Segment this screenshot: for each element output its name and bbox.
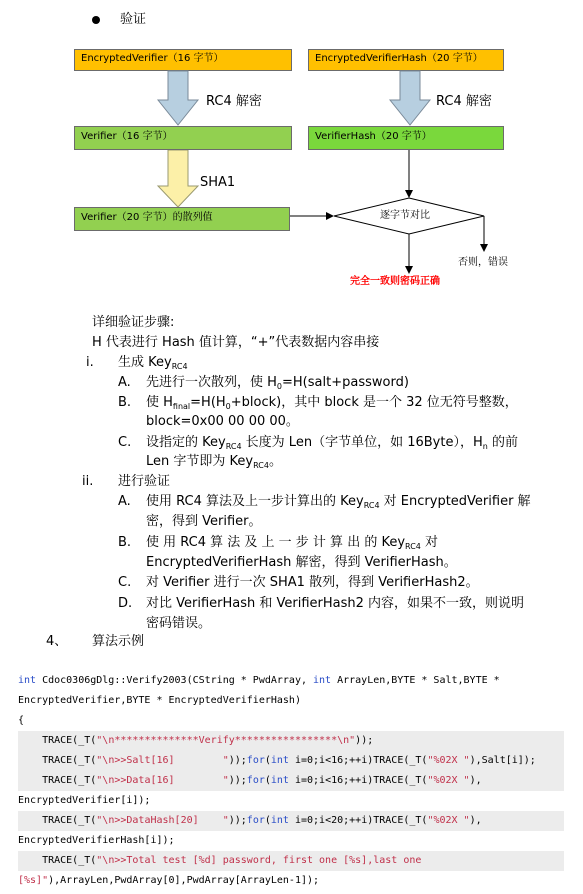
code-keyword: for [246, 755, 265, 766]
code-keyword: for [246, 775, 265, 786]
step-i-b-line2: block=0x00 00 00 00。 [146, 414, 299, 429]
code-string: "\n>>DataHash[20] " [96, 815, 229, 826]
step-i-c-post: 的前 [487, 435, 518, 450]
step-i-b-sub2: 0 [225, 402, 231, 411]
step-ii-a-marker: A. [118, 494, 131, 509]
code-line [18, 831, 564, 851]
step-ii-a-pre: 使用 RC4 算法及上一步计算出的 Key [146, 494, 364, 509]
encrypted-verifier-box: EncryptedVerifier（16 字节） [74, 49, 292, 71]
code-text: TRACE(_T( [18, 815, 97, 826]
code-text: { [18, 715, 25, 726]
code-text: TRACE(_T( [18, 855, 97, 866]
step-ii-d-text: 对比 VerifierHash 和 VerifierHash2 内容，如果不一致，则说明 [146, 596, 525, 611]
step-i-c-sub2: n [482, 442, 488, 451]
code-keyword: int [313, 675, 332, 686]
rc4-arrow-left [158, 71, 198, 125]
step-i-sub: RC4 [171, 362, 188, 371]
else-error-label: 否则，错误 [458, 257, 508, 268]
section-number: 4、 [46, 634, 68, 649]
step-i-b-text [146, 395, 518, 412]
code-text: )); [355, 735, 374, 746]
code-text: EncryptedVerifierHash[i]); [18, 835, 175, 846]
code-text: i=0;i<16;++i)TRACE(_T( [288, 775, 428, 786]
step-i-c-pre: 设指定的 Key [146, 435, 226, 450]
step-i-a-text [146, 375, 409, 392]
code-string: "%02X " [427, 815, 470, 826]
code-text: ),ArrayLen,PwdArray[0],PwdArray[ArrayLen-1]); [48, 875, 320, 886]
sha1-label: SHA1 [200, 175, 236, 190]
step-ii-marker: ii. [82, 474, 94, 489]
code-line [18, 751, 564, 771]
code-text: TRACE(_T( [18, 735, 97, 746]
step-ii-b-post: 对 [420, 535, 439, 550]
verifier-hash-box: VerifierHash（20 字节） [308, 126, 504, 150]
code-string: "%02X " [427, 775, 470, 786]
step-i-a-pre: 先进行一次散列，使 H [146, 375, 277, 390]
step-ii-b-sub: RC4 [405, 542, 421, 551]
code-text: )); [228, 775, 247, 786]
verifier-hash-value-box: Verifier（20 字节）的散列值 [74, 207, 290, 231]
step-i-c-line2-pre: Len 字节即为 Key [146, 454, 254, 469]
section-title: 算法示例 [92, 634, 145, 649]
step-ii-a-post: 对 EncryptedVerifier 解 [379, 494, 531, 509]
step-ii-c-text: 对 Verifier 进行一次 SHA1 散列，得到 VerifierHash2。 [146, 575, 479, 590]
step-i-b-sub1: final [172, 402, 191, 411]
code-text: TRACE(_T( [18, 755, 97, 766]
code-text: ArrayLen,BYTE * Salt,BYTE * [331, 675, 500, 686]
step-ii-b-marker: B. [118, 535, 132, 550]
step-i-c-line2 [146, 454, 282, 471]
step-i-a-sub: 0 [276, 382, 283, 391]
rc4-arrow-right [390, 71, 430, 125]
rc4-left-label: RC4 解密 [206, 94, 262, 109]
code-line [18, 791, 564, 811]
code-string: "\n>>Salt[16] " [96, 755, 229, 766]
step-i-c-sub1: RC4 [225, 442, 242, 451]
step-ii-b-line2: EncryptedVerifierHash 解密，得到 VerifierHash。 [146, 555, 457, 570]
step-i-b-mid: =H(H [190, 395, 226, 410]
code-keyword: for [246, 815, 265, 826]
code-line [18, 771, 564, 791]
code-line [18, 851, 564, 871]
rc4-right-label: RC4 解密 [436, 94, 492, 109]
hash-to-diamond-head [326, 212, 334, 220]
code-line [18, 711, 564, 731]
sha1-arrow [158, 150, 198, 207]
code-string: [%s]" [18, 875, 49, 886]
vh-to-diamond-head [405, 190, 413, 198]
code-line [18, 691, 564, 711]
verifier-box: Verifier（16 字节） [74, 126, 292, 150]
success-head [405, 266, 413, 274]
step-ii-a-sub: RC4 [363, 501, 380, 510]
step-ii-d-marker: D. [118, 596, 133, 611]
step-i-c-marker: C. [118, 435, 132, 450]
step-ii-b-text [146, 535, 438, 552]
code-keyword: int [18, 675, 37, 686]
step-i-a-marker: A. [118, 375, 131, 390]
code-text: )); [228, 815, 247, 826]
code-line [18, 731, 564, 751]
success-label: 完全一致则密码正确 [350, 276, 440, 287]
step-ii-c-marker: C. [118, 575, 132, 590]
code-text: ), [469, 775, 482, 786]
step-ii-a-text [146, 494, 531, 511]
code-text: ( [264, 755, 271, 766]
code-line [18, 811, 564, 831]
code-text: )); [228, 755, 247, 766]
steps-heading: 详细验证步骤: [92, 315, 175, 330]
steps-notation: H 代表进行 Hash 值计算，“+”代表数据内容串接 [92, 335, 380, 350]
code-text: ),Salt[i]); [469, 755, 536, 766]
step-i-c-text [146, 435, 518, 452]
code-line [18, 671, 564, 691]
code-text: ( [264, 815, 271, 826]
step-i-b-pre: 使 H [146, 395, 173, 410]
encrypted-verifier-hash-box: EncryptedVerifierHash（20 字节） [308, 49, 504, 71]
code-string: "\n>>Total test [%d] password, first one [%s],last one [96, 855, 422, 866]
step-i-b-post: +block)，其中 block 是一个 32 位无符号整数， [230, 395, 518, 410]
code-keyword: int [270, 815, 289, 826]
code-text: ( [264, 775, 271, 786]
code-keyword: int [270, 755, 289, 766]
step-ii-b-pre: 使 用 RC4 算 法 及 上 一 步 计 算 出 的 Key [146, 535, 406, 550]
step-i-text [118, 355, 188, 372]
code-text: EncryptedVerifier,BYTE * EncryptedVerifierHash) [18, 695, 301, 706]
step-i-c-line2-post: 。 [268, 454, 282, 469]
code-text: i=0;i<16;++i)TRACE(_T( [288, 755, 428, 766]
code-text: EncryptedVerifier[i]); [18, 795, 151, 806]
code-string: "\n>>Data[16] " [96, 775, 229, 786]
diagram-arrows [0, 0, 583, 300]
code-text: TRACE(_T( [18, 775, 97, 786]
code-text: Cdoc0306gDlg::Verify2003(CString * PwdArray, [36, 675, 314, 686]
code-text: i=0;i<20;++i)TRACE(_T( [288, 815, 428, 826]
step-i-a-post: =H(salt+password) [282, 375, 409, 390]
code-text: ), [469, 815, 482, 826]
step-i-text-pre: 生成 Key [118, 355, 172, 370]
step-i-b-marker: B. [118, 395, 132, 410]
code-string: "\n**************Verify*****************\n" [96, 735, 356, 746]
code-keyword: int [270, 775, 289, 786]
step-i-marker: i. [86, 355, 94, 370]
step-i-c-mid: 长度为 Len（字节单位，如 16Byte），H [241, 435, 483, 450]
code-string: "%02X " [427, 755, 470, 766]
diamond-label: 逐字节对比 [380, 210, 430, 221]
step-ii-a-line2: 密，得到 Verifier。 [146, 514, 262, 529]
else-head [480, 244, 488, 252]
section-heading: 验证 [120, 12, 147, 27]
step-ii-text: 进行验证 [118, 474, 171, 489]
step-i-c-line2-sub: RC4 [253, 461, 269, 470]
step-ii-d-line2: 密码错误。 [146, 616, 212, 631]
code-line [18, 871, 564, 891]
